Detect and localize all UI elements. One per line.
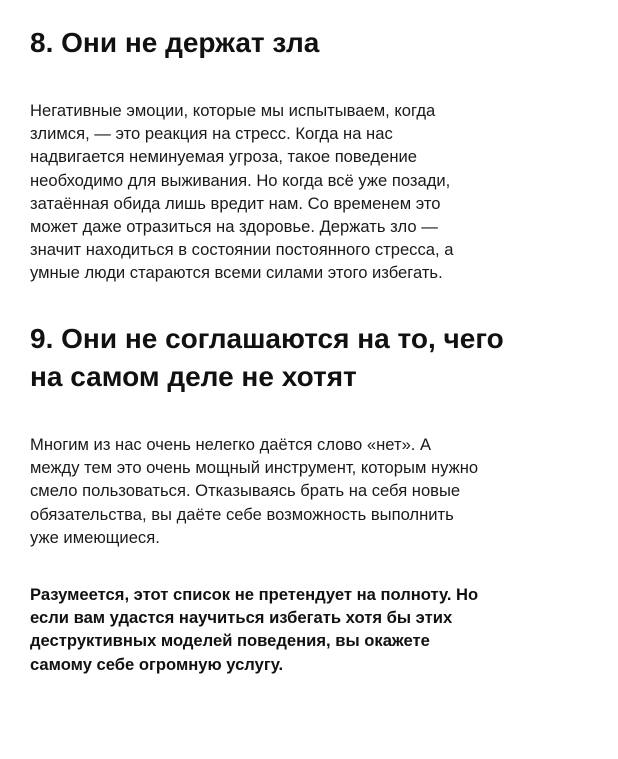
paragraph-line: смело пользоваться. Отказываясь брать на себя новые <box>30 481 461 501</box>
conclusion-line: деструктивных моделей поведения, вы окажете <box>30 631 430 651</box>
paragraph-line: Негативные эмоции, которые мы испытываем, когда <box>30 101 436 120</box>
paragraph-line: Многим из нас очень нелегко даётся слово «нет». А <box>30 435 432 454</box>
paragraph-line: затаённая обида лишь вредит нам. Со временем это <box>30 193 441 213</box>
section-8-heading <box>30 24 590 62</box>
conclusion-line: если вам удастся научиться избегать хотя бы этих <box>30 608 453 628</box>
section-9-heading <box>30 320 590 396</box>
paragraph-line: умные люди стараются всеми силами этого избегать. <box>30 263 443 283</box>
conclusion-line: самому себе огромную услугу. <box>30 654 284 674</box>
heading-line: 9. Они не соглашаются на то, чего <box>30 323 504 354</box>
paragraph-line: надвигается неминуемая угроза, такое поведение <box>30 147 417 167</box>
paragraph-line: значит находиться в состоянии постоянного стресса, а <box>30 240 454 260</box>
conclusion-line: Разумеется, этот список не претендует на полноту. Но <box>30 585 479 604</box>
paragraph-line: необходимо для выживания. Но когда всё уже позади, <box>30 170 451 190</box>
paragraph-line: злимся, — это реакция на стресс. Когда на нас <box>30 124 393 144</box>
paragraph-line: может даже отразиться на здоровье. Держать зло — <box>30 217 438 237</box>
paragraph-line: обязательства, вы даёте себе возможность выполнить <box>30 504 454 524</box>
heading-line: на самом деле не хотят <box>30 361 357 392</box>
conclusion-paragraph <box>30 583 590 676</box>
paragraph-line: уже имеющиеся. <box>30 527 160 547</box>
section-9-paragraph <box>30 433 590 549</box>
section-8-paragraph <box>30 99 550 285</box>
heading-line: 8. Они не держат зла <box>30 27 320 58</box>
paragraph-line: между тем это очень мощный инструмент, которым нужно <box>30 458 479 478</box>
